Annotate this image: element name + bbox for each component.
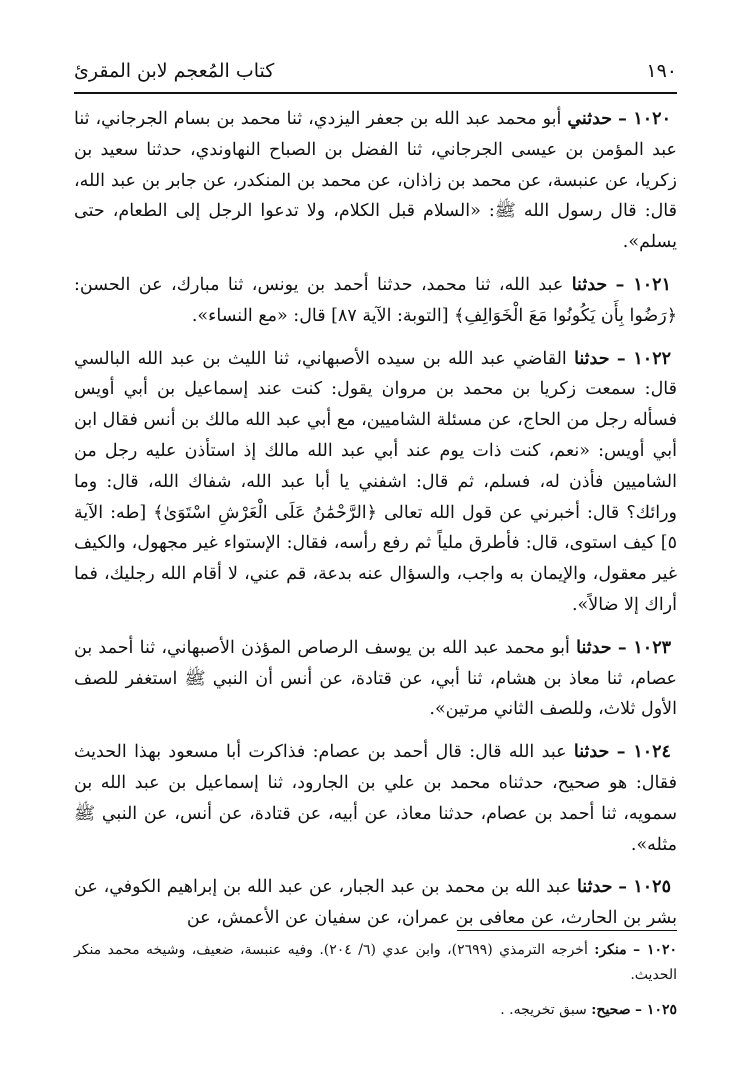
- hadith-paragraph: [74, 344, 677, 621]
- hadith-text: أبو محمد عبد الله بن يوسف الرصاص المؤذن الأصبهاني، ثنا أحمد بن عصام، ثنا معاذ بن هشام، ثنا أبي، عن قتادة، عن أنس أن النبي ﷺ استغفر للصف الأول ثلاث، وللصف الثاني مرتين».: [74, 637, 677, 720]
- hadith-number: ١٠٢٥ –: [618, 877, 671, 898]
- footnote-number: ١٠٢٥ –: [635, 1002, 677, 1018]
- book-title: كتاب المُعجم لابن المقرئ: [74, 60, 275, 82]
- hadith-paragraph: [74, 737, 677, 860]
- hadith-lead: حدثنا: [573, 742, 610, 763]
- hadith-text: عبد الله قال: قال أحمد بن عصام: فذاكرت أبا مسعود بهذا الحديث فقال: هو صحيح، حدثناه محمد بن علي بن الجارود، ثنا إسماعيل بن عبد الله بن سمويه، ثنا أحمد بن عصام، حدثنا معاذ، عن أبيه، عن قتادة، عن أنس، عن النبي ﷺ مثله».: [74, 742, 677, 855]
- page-header: [74, 54, 677, 88]
- hadith-text: عبد الله بن محمد بن عبد الجبار، عن عبد الله بن إبراهيم الكوفي، عن بشر بن الحارث، عن معافى بن عمران، عن سفيان عن الأعمش، عن: [74, 877, 677, 929]
- hadith-number: ١٠٢٢ –: [616, 348, 672, 369]
- hadith-paragraph: [74, 104, 677, 258]
- page-number: ١٩٠: [646, 60, 677, 82]
- hadith-lead: حدثنا: [571, 274, 608, 295]
- main-text: [74, 104, 677, 946]
- hadith-text: عبد الله، ثنا محمد، حدثنا أحمد بن يونس، ثنا مبارك، عن الحسن: ﴿رَضُوا بِأَن يَكُونُوا مَعَ الْخَوَالِفِ﴾ [التوبة: الآية ٨٧] قال: «مع النساء».: [74, 274, 677, 326]
- hadith-number: ١٠٢١ –: [615, 274, 671, 295]
- header-divider: [74, 92, 677, 94]
- hadith-lead: حدثنا: [574, 348, 610, 369]
- footnote-divider: [457, 930, 677, 931]
- footnote-number: ١٠٢٠ –: [633, 942, 678, 958]
- hadith-text: القاضي عبد الله بن سيده الأصبهاني، ثنا الليث بن عبد الله البالسي قال: سمعت زكريا بن محمد بن مروان يقول: كنت عند إسماعيل بن أبي أويس فسأله رجل من الحاج، عن مسئلة الشاميين، مع أبي عبد الله مالك بن أنس فقال ابن أبي أويس: «نعم، كنت ذات يوم عند أبي عبد الله مالك إذ استأذن عليه رجل من الشاميين فأذن له، فسلم، ثم قال: اشفني يا أبا عبد الله، شفاك الله، قال: وما ورائك؟ قال: أخبرني عن قول الله تعالى ﴿الرَّحْمَٰنُ عَلَى الْعَرْشِ اسْتَوَىٰ﴾ [طه: الآية ٥] كيف استوى، قال: فأطرق ملياً ثم رفع رأسه، فقال: الإستواء غير مجهول، والكيف غير معقول، والإيمان به واجب، والسؤال عنه بدعة، قم عني، لا أقام الله رجليك، فما أراك إلا ضالاً».: [74, 348, 677, 615]
- hadith-paragraph: [74, 270, 677, 332]
- hadith-lead: حدثنا: [576, 877, 613, 898]
- hadith-lead: حدثني: [567, 109, 613, 129]
- footnotes: [74, 938, 677, 1033]
- hadith-number: ١٠٢٣ –: [617, 637, 672, 658]
- footnote-grade: منكر:: [594, 942, 627, 958]
- hadith-lead: حدثنا: [576, 637, 612, 658]
- footnote-text: سبق تخريجه. .: [500, 1002, 587, 1018]
- footnote-text: أخرجه الترمذي (٢٦٩٩)، وابن عدي (٦/ ٢٠٤). وفيه عنبسة، ضعيف، وشيخه محمد منكر الحديث.: [74, 942, 677, 983]
- footnote: [74, 998, 677, 1023]
- hadith-number: ١٠٢٤ –: [616, 742, 671, 763]
- footnote: [74, 938, 677, 988]
- hadith-paragraph: [74, 872, 677, 934]
- hadith-number: ١٠٢٠ –: [618, 109, 671, 129]
- footnote-grade: صحيح:: [591, 1002, 631, 1018]
- hadith-paragraph: [74, 633, 677, 725]
- hadith-text: أبو محمد عبد الله بن جعفر اليزدي، ثنا محمد بن بسام الجرجاني، ثنا عبد المؤمن بن عيسى الجرجاني، ثنا الفضل بن الصباح النهاوندي، حدثنا سعيد بن زكريا، عن عنبسة، عن محمد بن زاذان، عن محمد بن المنكدر، عن جابر بن عبد الله، قال: قال رسول الله ﷺ: «السلام قبل الكلام، ولا تدعوا الرجل إلى الطعام، حتى يسلم».: [74, 109, 677, 253]
